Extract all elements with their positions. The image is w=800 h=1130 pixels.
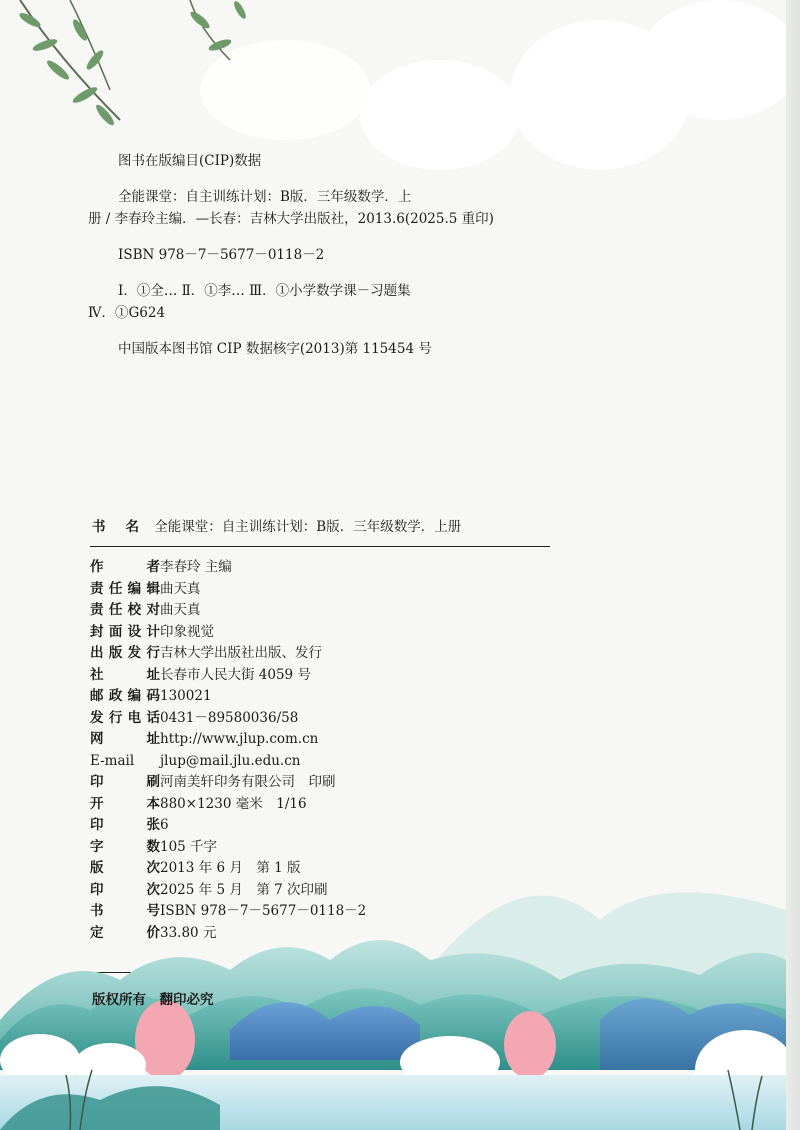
info-value: 曲天真 (160, 602, 201, 618)
info-value: 33.80 元 (160, 924, 217, 941)
info-value: 李春玲 主编 (160, 559, 232, 575)
info-row (90, 686, 366, 708)
info-value: 河南美轩印务有限公司 印刷 (160, 774, 336, 790)
info-key: 定价 (90, 924, 160, 941)
info-key: 责任编辑 (90, 580, 160, 597)
info-row (90, 794, 366, 816)
info-row (90, 579, 366, 601)
info-value: 印象视觉 (160, 623, 214, 640)
cip-line1: 全能课堂：自主训练计划：B版．三年级数学．上 (118, 189, 412, 205)
info-key: 印次 (90, 881, 160, 898)
copyright-notice: 版权所有 翻印必究 (92, 992, 214, 1008)
info-key: 网址 (90, 731, 160, 747)
title-rule (90, 546, 550, 547)
info-row (90, 557, 366, 579)
info-value: 880×1230 毫米 1/16 (160, 795, 307, 812)
info-value: 105 千字 (160, 838, 218, 855)
info-value: 6 (160, 817, 169, 833)
info-key: 邮政编码 (90, 688, 160, 704)
info-row (90, 643, 366, 665)
info-value: jlup@mail.jlu.edu.cn (160, 752, 301, 769)
info-row (90, 600, 366, 622)
info-value: ISBN 978－7－5677－0118－2 (160, 903, 367, 919)
info-value: http://www.jlup.com.cn (160, 731, 319, 747)
info-key: E-mail (90, 752, 135, 769)
book-title-value: 全能课堂：自主训练计划：B版．三年级数学．上册 (154, 519, 462, 535)
info-key: 书号 (90, 903, 160, 919)
cip-isbn: ISBN 978－7－5677－0118－2 (118, 247, 325, 263)
info-value: 0431－89580036/58 (160, 709, 299, 726)
info-row (90, 665, 366, 687)
info-row (90, 772, 366, 794)
cip-class1: Ⅰ．①全… Ⅱ．①李… Ⅲ．①小学数学课－习题集 (118, 283, 411, 299)
info-key: 社址 (90, 666, 160, 683)
info-key: 发行电话 (90, 709, 160, 726)
cip-line2: 册 / 李春玲主编．—长春：吉林大学出版社，2013.6(2025.5 重印) (88, 211, 494, 227)
info-key: 印刷 (90, 774, 160, 790)
page-edge (786, 0, 800, 1130)
info-key: 作者 (90, 559, 160, 575)
info-value: 长春市人民大街 4059 号 (160, 666, 311, 683)
info-value: 2013 年 6 月 第 1 版 (160, 860, 301, 876)
info-key: 封面设计 (90, 623, 160, 640)
info-value: 曲天真 (160, 580, 201, 597)
info-key: 版次 (90, 860, 160, 876)
info-key: 开本 (90, 795, 160, 812)
cip-number: 中国版本图书馆 CIP 数据核字(2013)第 115454 号 (118, 341, 432, 357)
book-title-label: 书名 (92, 519, 159, 535)
info-row (90, 751, 366, 773)
info-row (90, 729, 366, 751)
book-title-row (92, 515, 461, 535)
info-value: 2025 年 5 月 第 7 次印刷 (160, 881, 328, 898)
cip-class2: Ⅳ．①G624 (88, 305, 166, 321)
info-key: 出版发行 (90, 645, 160, 661)
cip-block (88, 150, 618, 360)
info-key: 字数 (90, 838, 160, 855)
info-row (90, 622, 366, 644)
info-value: 吉林大学出版社出版、发行 (160, 645, 322, 661)
info-key: 责任校对 (90, 602, 160, 618)
cip-heading: 图书在版编目(CIP)数据 (118, 153, 262, 169)
info-key: 印张 (90, 817, 160, 833)
landscape-illustration (0, 830, 786, 1130)
mountain-landscape-icon (0, 830, 786, 1130)
info-row (90, 708, 366, 730)
info-value: 130021 (160, 688, 212, 704)
